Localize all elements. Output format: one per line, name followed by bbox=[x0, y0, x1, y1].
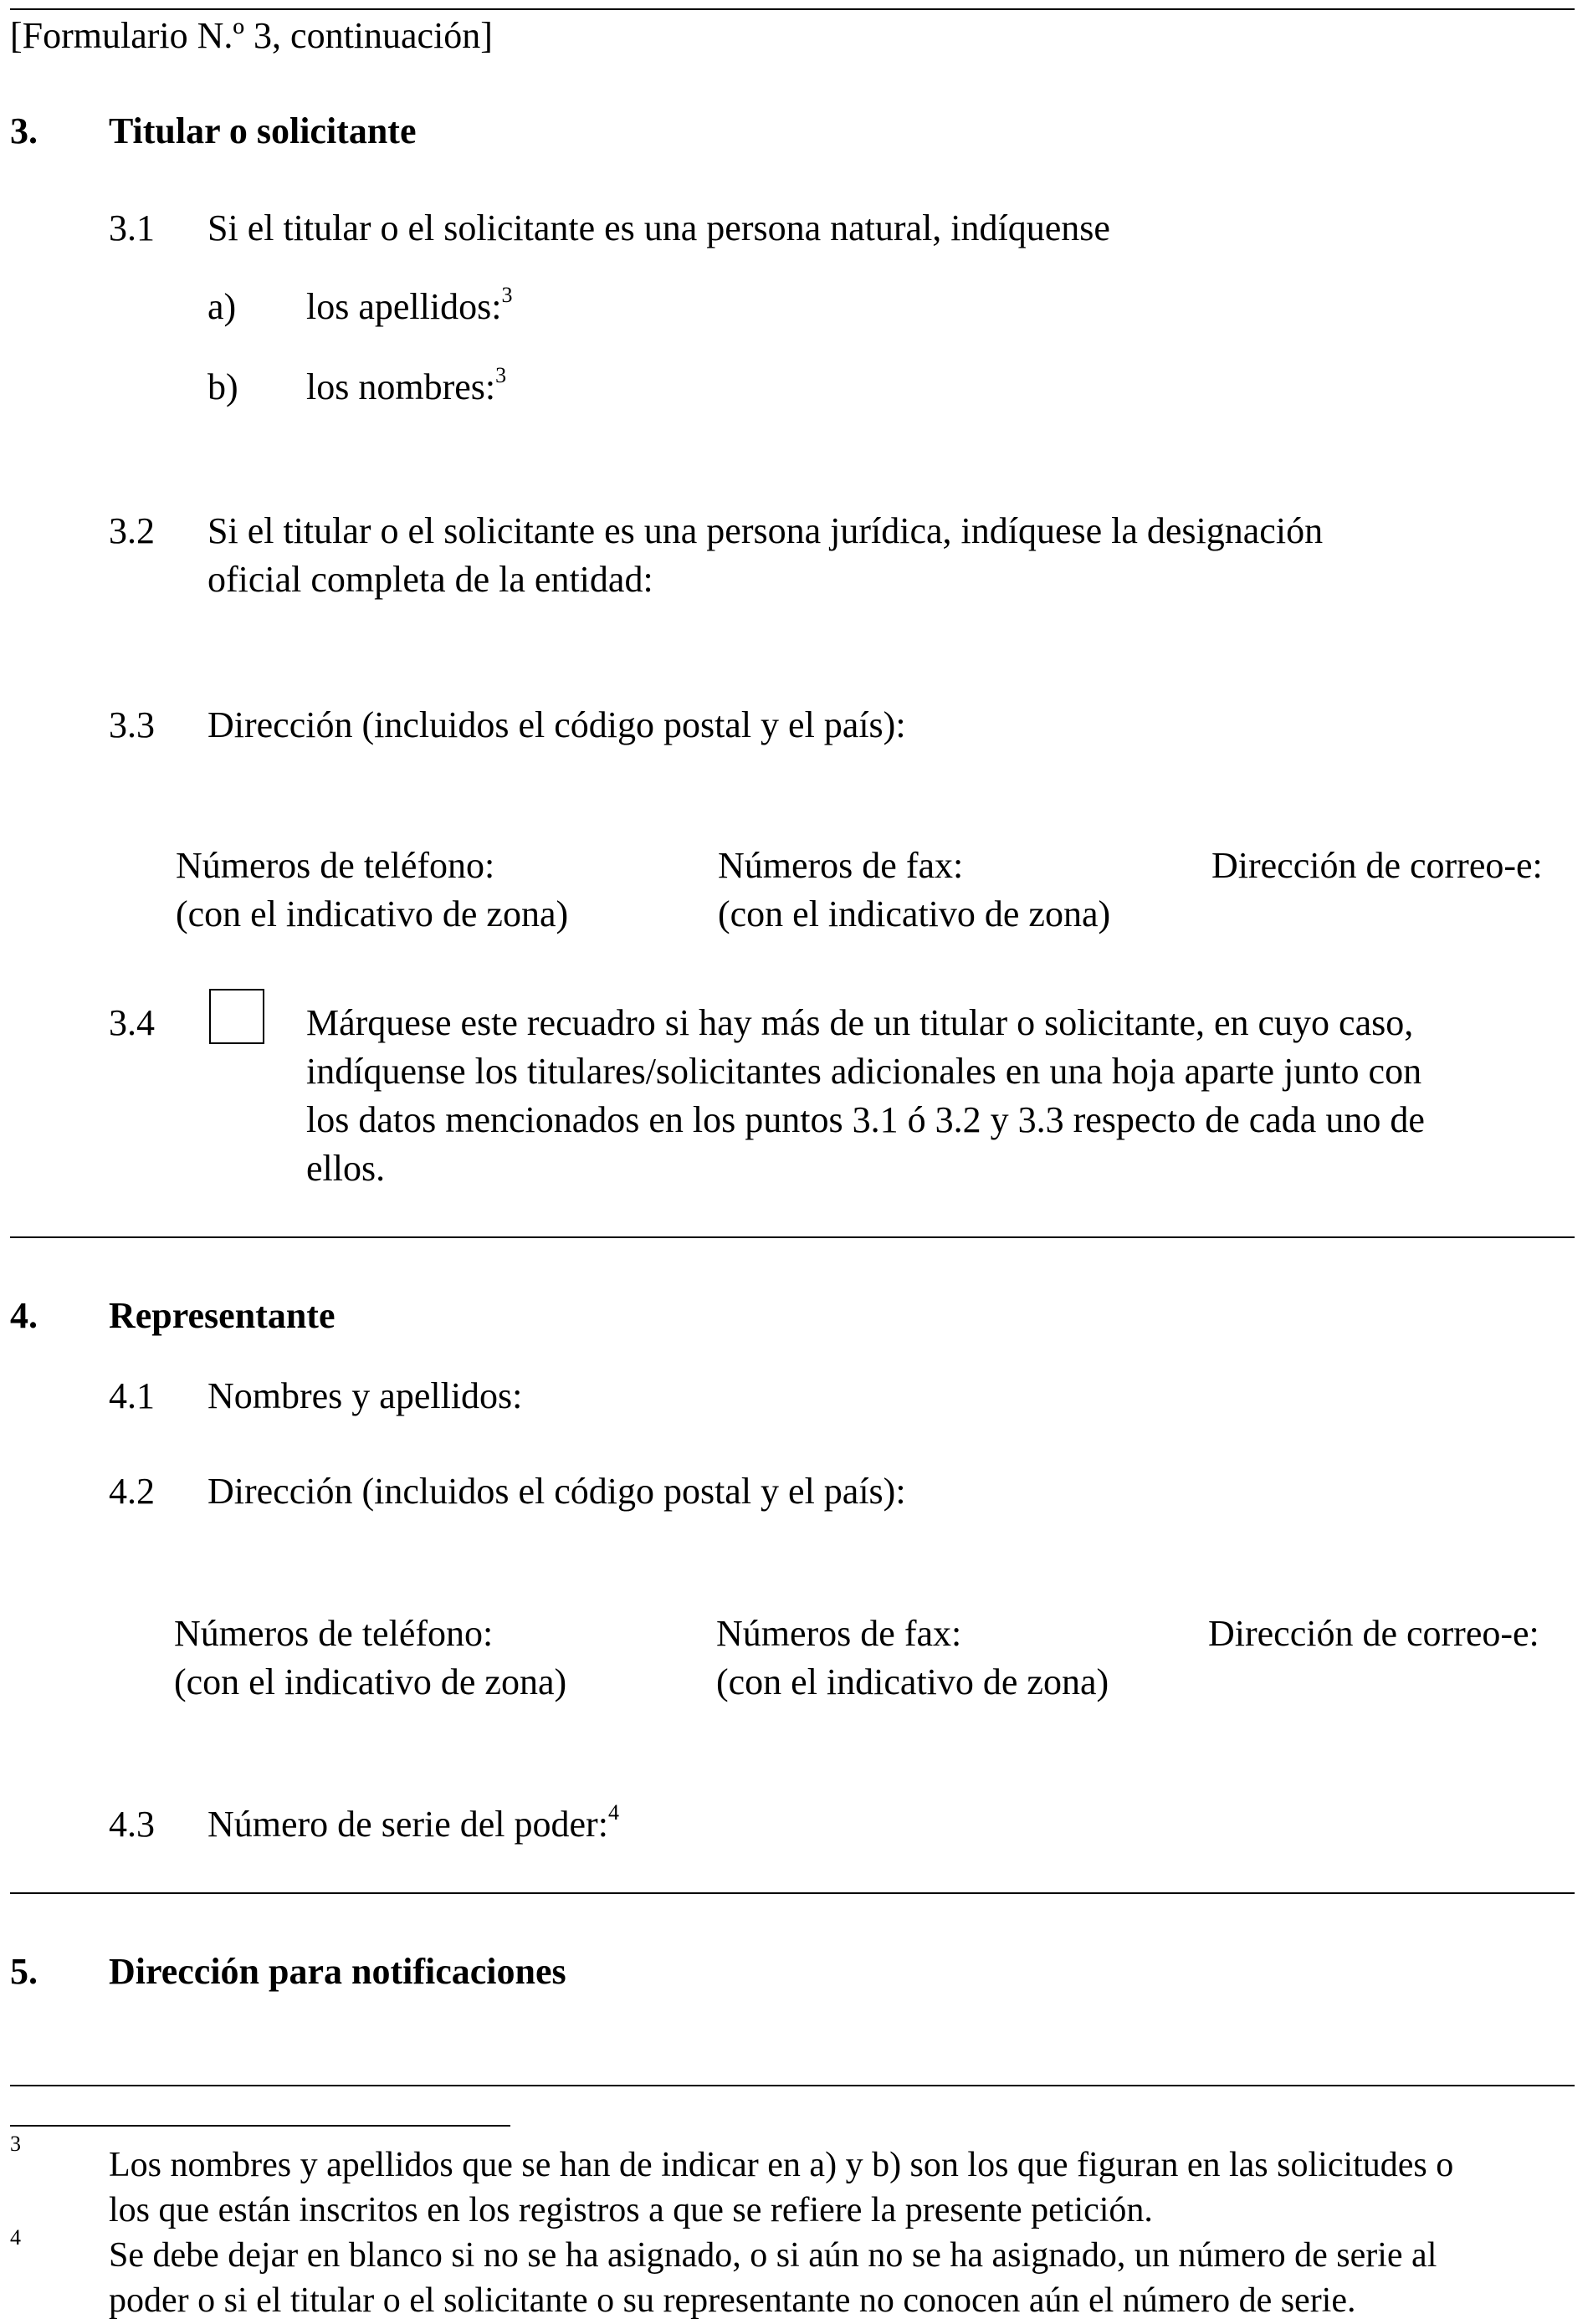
item-3-2-line1: Si el titular o el solicitante es una persona jurídica, indíquese la designación bbox=[207, 510, 1324, 551]
item-4-2-text: Dirección (incluidos el código postal y el país): bbox=[207, 1471, 906, 1512]
footnote-ref-4[interactable]: 4 bbox=[607, 1800, 619, 1825]
section-3-number: 3. bbox=[10, 110, 38, 151]
footnote-4-line1: Se debe dejar en blanco si no se ha asignado, o si aún no se ha asignado, un número de serie al bbox=[109, 2236, 1437, 2275]
item-3-1-b-text bbox=[306, 363, 506, 412]
item-3-3-number: 3.3 bbox=[109, 704, 155, 745]
s4-phone-label: Números de teléfono: bbox=[174, 1613, 494, 1654]
item-3-4-line3: los datos mencionados en los puntos 3.1 ó 3.2 y 3.3 respecto de cada uno de bbox=[306, 1099, 1425, 1140]
item-3-1-b-label: b) bbox=[207, 366, 238, 407]
section-5-title: Dirección para notificaciones bbox=[109, 1951, 566, 1992]
item-3-1-number: 3.1 bbox=[109, 207, 155, 248]
s3-phone-label: Números de teléfono: bbox=[176, 845, 495, 886]
names-label: los nombres: bbox=[306, 366, 496, 407]
item-3-3-text: Dirección (incluidos el código postal y el país): bbox=[207, 704, 906, 745]
footnote-ref-3[interactable]: 3 bbox=[495, 363, 507, 388]
item-4-1-number: 4.1 bbox=[109, 1375, 155, 1416]
item-3-1-a-label: a) bbox=[207, 286, 237, 327]
s4-phone-sublabel: (con el indicativo de zona) bbox=[174, 1661, 567, 1702]
footnote-3-line1: Los nombres y apellidos que se han de indicar en a) y b) son los que figuran en las solicitudes o bbox=[109, 2146, 1454, 2184]
item-3-1-a-text bbox=[306, 283, 512, 331]
top-rule bbox=[10, 8, 1575, 10]
surnames-label: los apellidos: bbox=[306, 286, 502, 327]
item-4-2-number: 4.2 bbox=[109, 1471, 155, 1512]
s4-fax-sublabel: (con el indicativo de zona) bbox=[716, 1661, 1109, 1702]
item-4-3-number: 4.3 bbox=[109, 1804, 155, 1845]
item-4-1-text: Nombres y apellidos: bbox=[207, 1375, 523, 1416]
item-3-4-line4: ellos. bbox=[306, 1148, 386, 1189]
section-divider bbox=[10, 1892, 1575, 1894]
footnote-4-number: 4 bbox=[10, 2225, 21, 2250]
footnote-3-line2: los que están inscritos en los registros a que se refiere la presente petición. bbox=[109, 2191, 1153, 2229]
item-3-2-number: 3.2 bbox=[109, 510, 155, 551]
s3-fax-sublabel: (con el indicativo de zona) bbox=[718, 893, 1111, 934]
item-3-2-line2: oficial completa de la entidad: bbox=[207, 559, 653, 600]
multiple-holders-checkbox[interactable] bbox=[209, 989, 264, 1044]
power-of-attorney-label: Número de serie del poder: bbox=[207, 1804, 608, 1845]
item-3-4-line2: indíquense los titulares/solicitantes adicionales en una hoja aparte junto con bbox=[306, 1051, 1422, 1092]
item-3-1-text: Si el titular o el solicitante es una persona natural, indíquense bbox=[207, 207, 1110, 248]
section-4-title: Representante bbox=[109, 1295, 336, 1336]
s3-phone-sublabel: (con el indicativo de zona) bbox=[176, 893, 569, 934]
section-divider bbox=[10, 1236, 1575, 1238]
s4-email-label: Dirección de correo-e: bbox=[1208, 1613, 1539, 1654]
s3-fax-label: Números de fax: bbox=[718, 845, 964, 886]
section-4-number: 4. bbox=[10, 1295, 38, 1336]
footnote-separator bbox=[10, 2125, 510, 2127]
item-3-4-number: 3.4 bbox=[109, 1002, 155, 1043]
footnote-3-number: 3 bbox=[10, 2132, 21, 2156]
item-4-3-text bbox=[207, 1800, 619, 1849]
item-3-4-line1: Márquese este recuadro si hay más de un titular o solicitante, en cuyo caso, bbox=[306, 1002, 1414, 1043]
section-5-number: 5. bbox=[10, 1951, 38, 1992]
form-continuation-header: [Formulario N.º 3, continuación] bbox=[10, 15, 493, 56]
footnote-ref-3[interactable]: 3 bbox=[501, 283, 513, 308]
s4-fax-label: Números de fax: bbox=[716, 1613, 962, 1654]
s3-email-label: Dirección de correo-e: bbox=[1211, 845, 1543, 886]
section-3-title: Titular o solicitante bbox=[109, 110, 417, 151]
section-divider bbox=[10, 2085, 1575, 2086]
footnote-4-line2: poder o si el titular o el solicitante o su representante no conocen aún el número de serie. bbox=[109, 2281, 1356, 2320]
